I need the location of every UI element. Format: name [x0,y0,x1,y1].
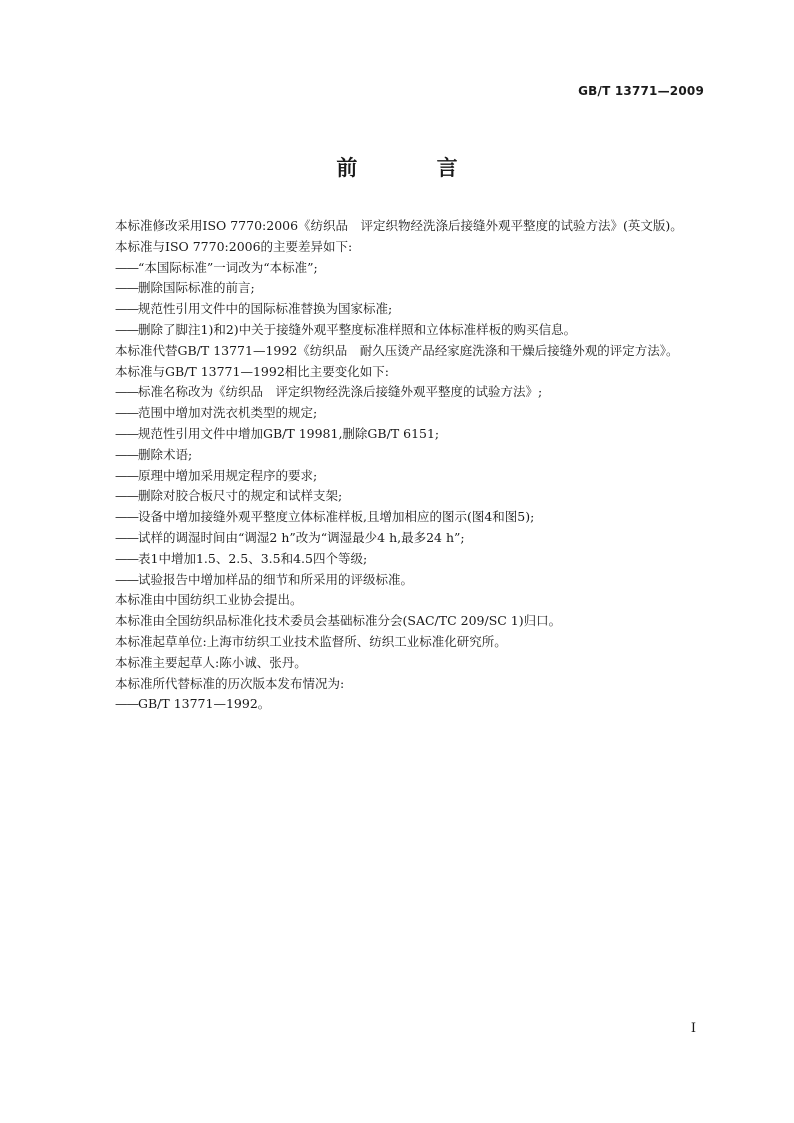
list-item [90,486,704,507]
list-item-text: 标准名称改为《纺织品 评定织物经洗涤后接缝外观平整度的试验方法》; [138,384,543,400]
dash-mark: —— [115,529,138,545]
paragraph: 本标准代替GB/T 13771—1992《纺织品 耐久压烫产品经家庭洗涤和干燥后接缝外观的评定方法》。 [115,342,679,358]
page-title: 前 言 [336,156,494,180]
list-item [90,507,704,528]
paragraph: 本标准与GB/T 13771—1992相比主要变化如下: [115,363,389,379]
list-item-text: 删除对胶合板尺寸的规定和试样支架; [138,488,343,504]
paragraph: 本标准所代替标准的历次版本发布情况为: [115,675,345,691]
list-item [90,403,704,424]
dash-mark: —— [115,321,138,337]
paragraph: 本标准主要起草人:陈小诚、张丹。 [115,654,307,670]
list-item [90,299,704,320]
dash-mark: —— [115,571,138,587]
list-item-text: 试验报告中增加样品的细节和所采用的评级标准。 [138,571,414,587]
list-item-text: 删除国际标准的前言; [138,280,255,296]
list-item [90,694,704,715]
dash-mark: —— [115,425,138,441]
list-item-text: 表1中增加1.5、2.5、3.5和4.5四个等级; [138,550,368,566]
foreword-body [90,216,704,715]
list-item [90,445,704,466]
dash-mark: —— [115,509,138,525]
list-item-text: GB/T 13771—1992。 [138,696,271,712]
paragraph: 本标准与ISO 7770:2006的主要差异如下: [115,238,353,254]
dash-mark: —— [115,446,138,462]
dash-mark: —— [115,696,138,712]
paragraph: 本标准起草单位:上海市纺织工业技术监督所、纺织工业标准化研究所。 [115,633,507,649]
list-item-text: 范围中增加对洗衣机类型的规定; [138,405,318,421]
list-item [90,528,704,549]
dash-mark: —— [115,259,138,275]
list-item [90,320,704,341]
dash-mark: —— [115,467,138,483]
list-item-text: 原理中增加采用规定程序的要求; [138,467,318,483]
dash-mark: —— [115,301,138,317]
list-item [90,258,704,279]
list-item [90,382,704,403]
list-item [90,549,704,570]
list-item-text: 删除术语; [138,446,193,462]
list-item-text: “本国际标准”一词改为“本标准”; [138,259,318,275]
list-item-text: 试样的调湿时间由“调湿2 h”改为“调湿最少4 h,最多24 h”; [138,529,465,545]
list-item [90,278,704,299]
paragraph: 本标准修改采用ISO 7770:2006《纺织品 评定织物经洗涤后接缝外观平整度的试验方法》(英文版)。 [115,218,683,233]
list-item-text: 规范性引用文件中的国际标准替换为国家标准; [138,301,393,317]
dash-mark: —— [115,280,138,296]
dash-mark: —— [115,405,138,421]
standard-number: GB/T 13771—2009 [578,84,704,98]
paragraph: 本标准由全国纺织品标准化技术委员会基础标准分会(SAC/TC 209/SC 1)归口。 [115,613,562,629]
dash-mark: —— [115,384,138,400]
page-number: I [690,1021,696,1036]
dash-mark: —— [115,550,138,566]
list-item [90,466,704,487]
list-item-text: 设备中增加接缝外观平整度立体标准样板,且增加相应的图示(图4和图5); [138,509,535,525]
list-item [90,424,704,445]
list-item [90,570,704,591]
paragraph: 本标准由中国纺织工业协会提出。 [115,592,303,608]
list-item-text: 规范性引用文件中增加GB/T 19981,删除GB/T 6151; [138,425,440,441]
dash-mark: —— [115,488,138,504]
list-item-text: 删除了脚注1)和2)中关于接缝外观平整度标准样照和立体标准样板的购买信息。 [138,321,577,337]
